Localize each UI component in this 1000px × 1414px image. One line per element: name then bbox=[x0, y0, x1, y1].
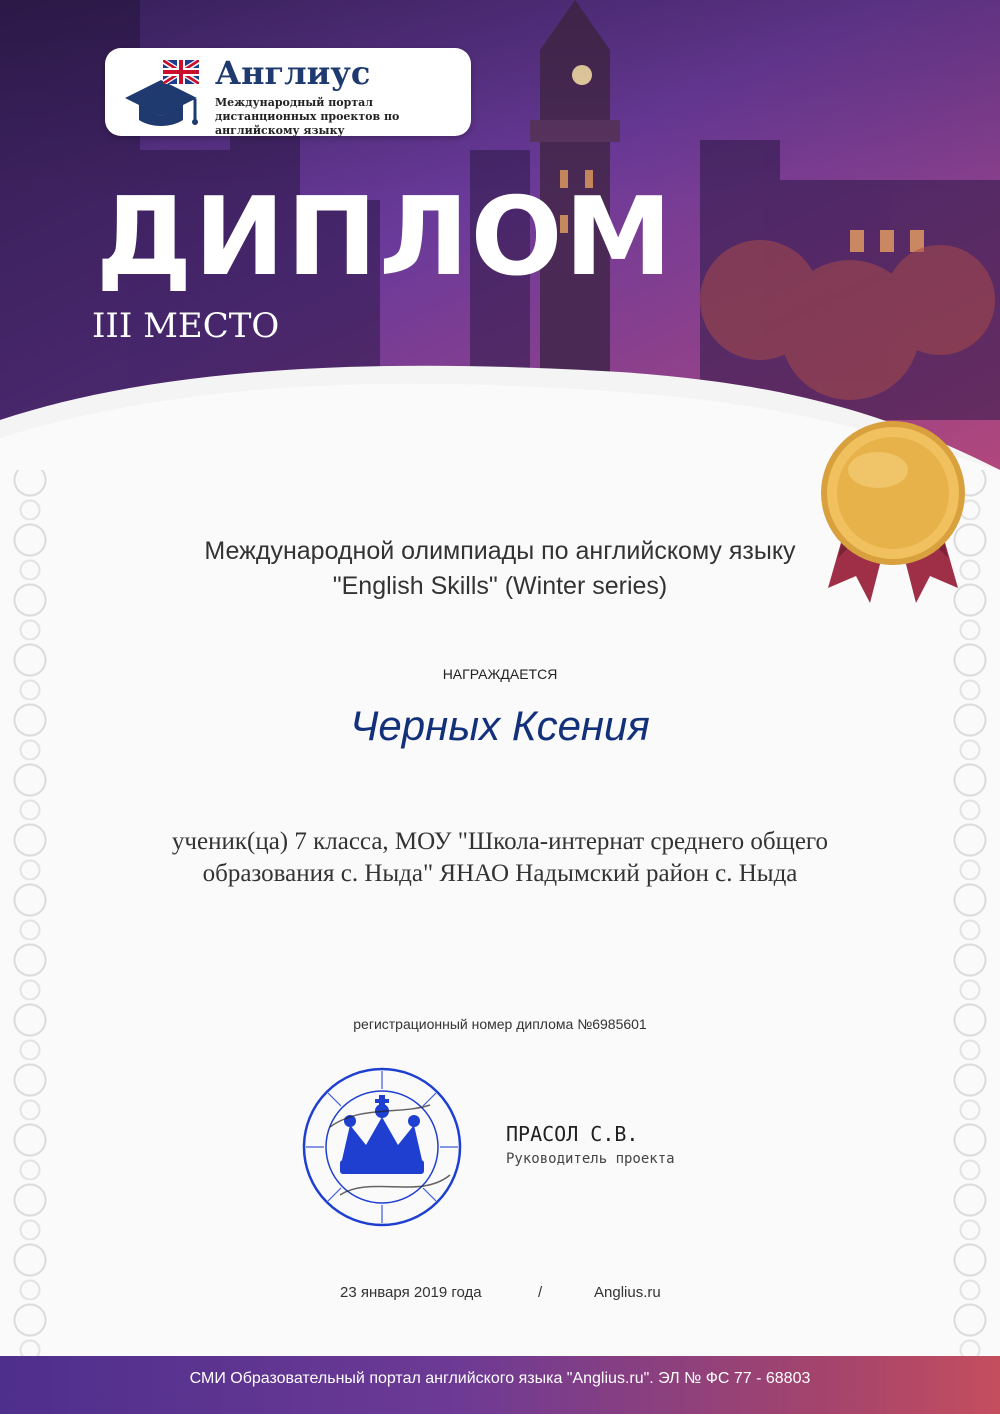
signer-name: ПРАСОЛ С.В. bbox=[506, 1122, 639, 1146]
graduation-cap-uk-flag-icon bbox=[121, 58, 201, 134]
diploma-title: ДИПЛОМ bbox=[96, 175, 674, 300]
recipient-details bbox=[140, 826, 860, 890]
place-label: III МЕСТО bbox=[92, 306, 280, 346]
crown-icon bbox=[340, 1095, 424, 1174]
footer-separator: / bbox=[538, 1284, 543, 1301]
official-stamp-icon bbox=[300, 1065, 465, 1230]
olympiad-line-2: "English Skills" (Winter series) bbox=[332, 572, 668, 600]
recipient-name: Черных Ксения bbox=[350, 702, 650, 749]
olympiad-line-1: Международной олимпиады по английскому языку bbox=[204, 537, 796, 565]
logo-title: Англиус bbox=[215, 54, 371, 92]
website-link[interactable]: Anglius.ru bbox=[594, 1284, 661, 1301]
olympiad-title bbox=[100, 534, 900, 604]
details-line-1: ученик(ца) 7 класса, МОУ "Школа-интернат среднего общего bbox=[171, 828, 829, 855]
left-ornament-border bbox=[0, 400, 60, 1364]
signer-role: Руководитель проекта bbox=[506, 1151, 675, 1167]
awarded-label: НАГРАЖДАЕТСЯ bbox=[442, 666, 558, 682]
logo-badge bbox=[105, 48, 471, 136]
registration-number: регистрационный номер диплома №6985601 bbox=[353, 1016, 647, 1032]
details-line-2: образования с. Ныда" ЯНАО Надымский район с. Ныда bbox=[202, 860, 798, 887]
logo-subtitle: Международный портал дистанционных проектов по английскому языку bbox=[215, 96, 400, 137]
media-registration-text: СМИ Образовательный портал английского языка "Anglius.ru". ЭЛ № ФС 77 - 68803 bbox=[189, 1370, 811, 1387]
issue-date: 23 января 2019 года bbox=[340, 1284, 482, 1301]
